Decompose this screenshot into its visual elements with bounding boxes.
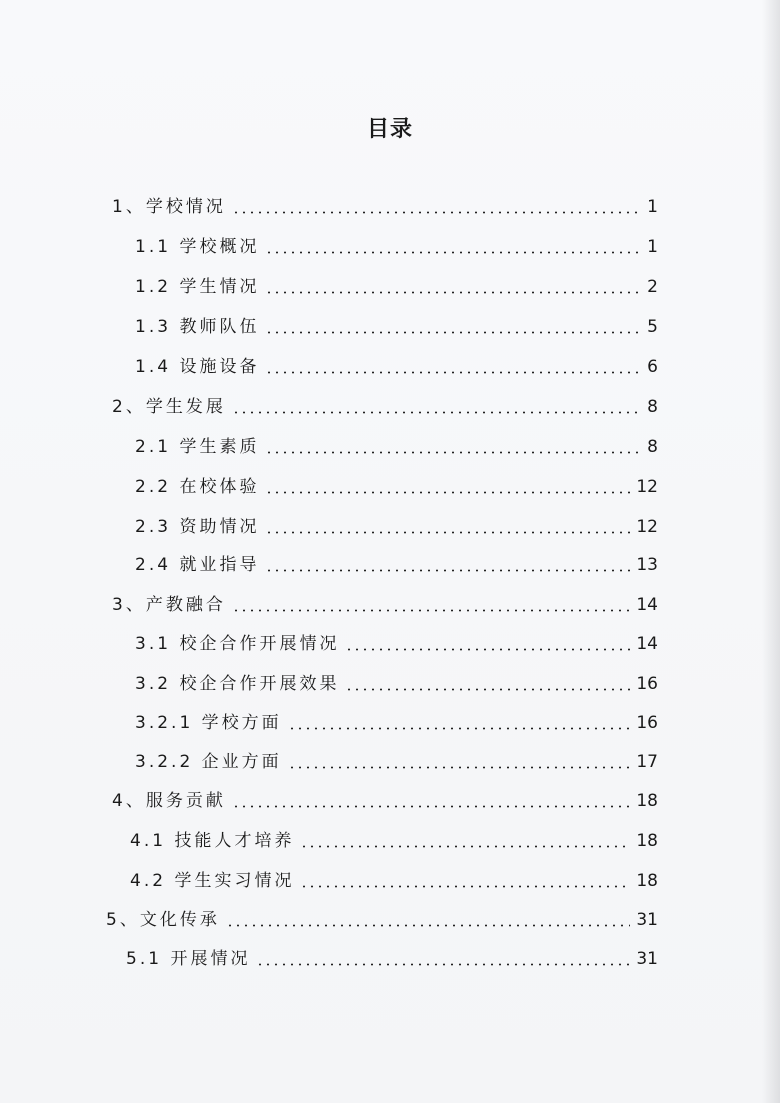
- toc-entry-page: 8: [647, 437, 658, 457]
- toc-leader-dots: [265, 569, 630, 572]
- toc-entry-page: 8: [647, 397, 658, 417]
- toc-entry-page: 17: [636, 752, 658, 772]
- toc-entry-label: 4.2 学生实习情况: [130, 871, 295, 891]
- toc-entry-label: 3.1 校企合作开展情况: [135, 634, 340, 654]
- toc-entry: [135, 472, 658, 502]
- toc-entry-page: 16: [636, 674, 658, 694]
- toc-entry: [135, 629, 658, 659]
- toc-entry-page: 18: [636, 791, 658, 811]
- toc-entry-label: 3.2.1 学校方面: [135, 713, 282, 733]
- toc-entry: [112, 192, 658, 222]
- toc-entry: [106, 905, 658, 935]
- toc-entry-page: 14: [636, 634, 658, 654]
- toc-entry: [135, 352, 658, 382]
- toc-leader-dots: [232, 609, 631, 612]
- toc-entry-label: 1.2 学生情况: [135, 277, 260, 297]
- toc-leader-dots: [232, 211, 641, 214]
- page-title: 目录: [366, 117, 413, 142]
- toc-entry: [135, 512, 658, 542]
- toc-entry-label: 2.3 资助情况: [135, 517, 260, 537]
- toc-entry: [112, 786, 658, 816]
- toc-entry-page: 13: [636, 555, 658, 575]
- toc-entry-page: 6: [647, 357, 658, 377]
- toc-leader-dots: [345, 648, 630, 651]
- toc-entry-label: 3.2.2 企业方面: [135, 752, 282, 772]
- toc-leader-dots: [265, 531, 630, 534]
- toc-leader-dots: [226, 924, 631, 927]
- toc-entry-label: 4.1 技能人才培养: [130, 831, 295, 851]
- toc-entry: [126, 944, 658, 974]
- toc-leader-dots: [256, 963, 630, 966]
- toc-entry-label: 2.2 在校体验: [135, 477, 260, 497]
- toc-entry-label: 1.1 学校概况: [135, 237, 260, 257]
- toc-entry-page: 1: [647, 197, 658, 217]
- toc-leader-dots: [232, 805, 631, 808]
- toc-leader-dots: [300, 845, 630, 848]
- toc-entry-label: 5、文化传承: [106, 910, 220, 930]
- toc-entry: [135, 312, 658, 342]
- toc-entry-page: 2: [647, 277, 658, 297]
- toc-leader-dots: [265, 371, 641, 374]
- toc-entry-page: 12: [636, 517, 658, 537]
- toc-leader-dots: [288, 766, 631, 769]
- toc-entry-page: 31: [636, 949, 658, 969]
- toc-entry-page: 14: [636, 595, 658, 615]
- toc-entry: [135, 708, 658, 738]
- toc-entry-page: 12: [636, 477, 658, 497]
- toc-entry-label: 2.1 学生素质: [135, 437, 260, 457]
- toc-leader-dots: [265, 251, 641, 254]
- toc-entry: [135, 272, 658, 302]
- toc-leader-dots: [265, 451, 641, 454]
- toc-entry-page: 5: [647, 317, 658, 337]
- toc-entry: [112, 590, 658, 620]
- toc-entry: [135, 232, 658, 262]
- toc-entry: [130, 866, 658, 896]
- toc-entry-page: 18: [636, 831, 658, 851]
- toc-entry-label: 2.4 就业指导: [135, 555, 260, 575]
- toc-leader-dots: [288, 727, 631, 730]
- toc-leader-dots: [345, 688, 630, 691]
- toc-entry-label: 1、学校情况: [112, 197, 226, 217]
- toc-leader-dots: [265, 291, 641, 294]
- toc-leader-dots: [265, 331, 641, 334]
- toc-entry: [135, 747, 658, 777]
- toc-entry: [135, 669, 658, 699]
- toc-entry-page: 16: [636, 713, 658, 733]
- toc-entry-label: 4、服务贡献: [112, 791, 226, 811]
- toc-entry-page: 31: [636, 910, 658, 930]
- toc-entry-label: 1.4 设施设备: [135, 357, 260, 377]
- toc-entry-page: 18: [636, 871, 658, 891]
- toc-leader-dots: [265, 491, 630, 494]
- toc-entry: [112, 392, 658, 422]
- toc-entry-label: 3.2 校企合作开展效果: [135, 674, 340, 694]
- toc-entry-page: 1: [647, 237, 658, 257]
- toc-entry-label: 3、产教融合: [112, 595, 226, 615]
- toc-entry-label: 2、学生发展: [112, 397, 226, 417]
- toc-entry-label: 5.1 开展情况: [126, 949, 251, 969]
- toc-entry: [135, 550, 658, 580]
- toc-entry: [135, 432, 658, 462]
- toc-entry: [130, 826, 658, 856]
- toc-leader-dots: [300, 885, 630, 888]
- page-edge-shadow: [762, 0, 780, 1103]
- toc-leader-dots: [232, 411, 641, 414]
- toc-entry-label: 1.3 教师队伍: [135, 317, 260, 337]
